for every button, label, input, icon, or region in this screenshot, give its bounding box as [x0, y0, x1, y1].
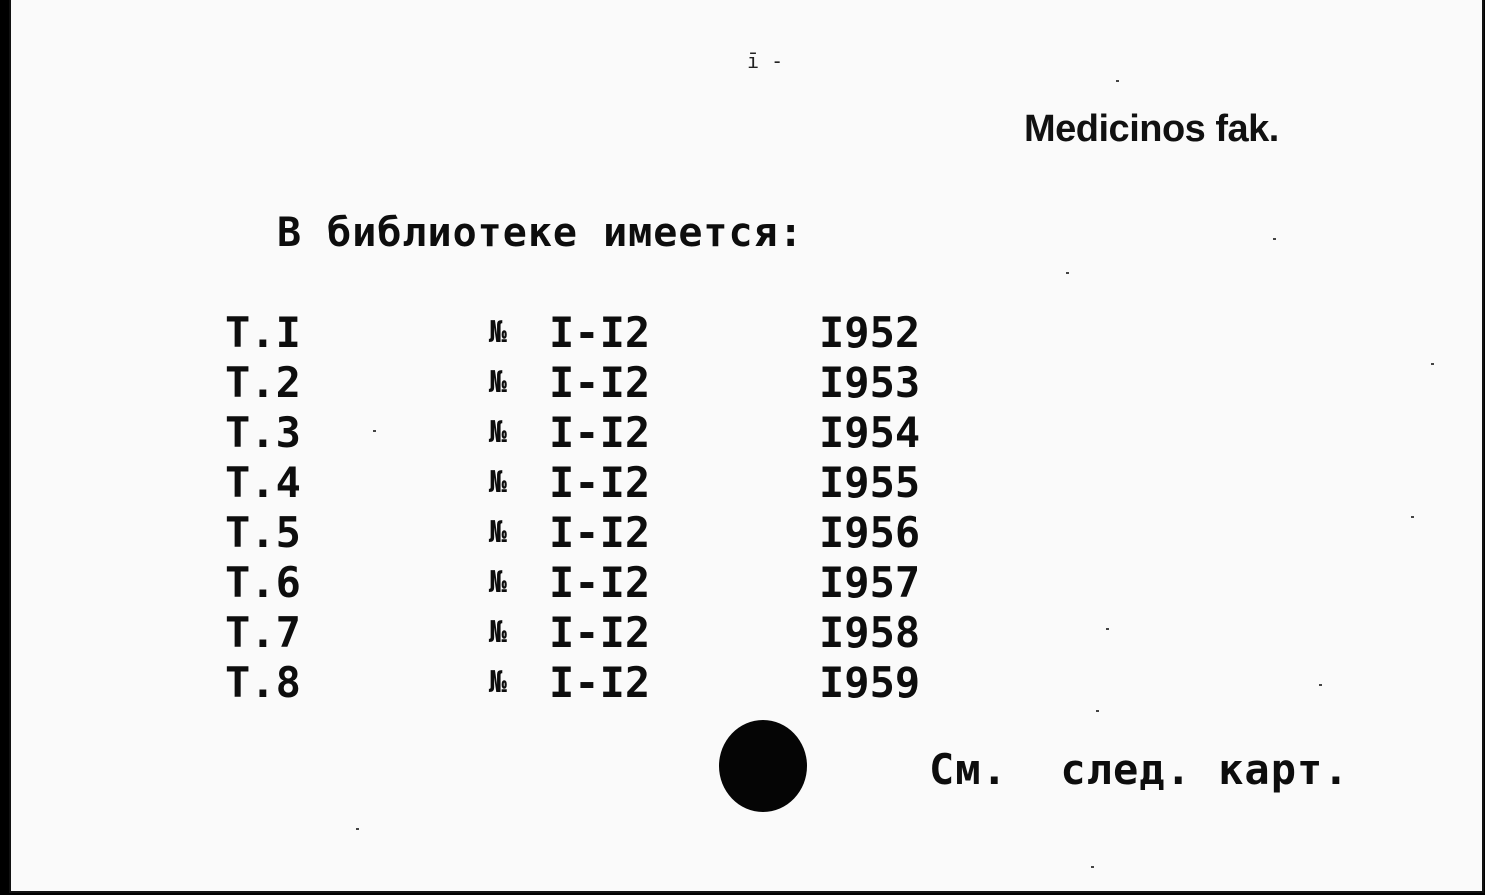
issues-range: I-I2	[549, 458, 651, 507]
volume-label: Т.5	[225, 508, 301, 557]
holding-row	[225, 408, 985, 458]
year-label: I955	[819, 458, 921, 507]
issues-range: I-I2	[549, 408, 651, 457]
number-sign: №	[489, 315, 508, 350]
holding-row	[225, 458, 985, 508]
holdings-list	[225, 308, 985, 708]
punch-hole	[719, 720, 807, 812]
scan-speck	[1431, 363, 1434, 365]
issues-range: I-I2	[549, 508, 651, 557]
year-label: I959	[819, 658, 921, 707]
volume-label: Т.I	[225, 308, 301, 357]
number-sign: №	[489, 365, 508, 400]
year-label: I956	[819, 508, 921, 557]
year-label: I957	[819, 558, 921, 607]
year-label: I954	[819, 408, 921, 457]
holding-row	[225, 558, 985, 608]
scan-speck	[1273, 238, 1276, 240]
issues-range: I-I2	[549, 558, 651, 607]
scan-speck	[1091, 866, 1094, 868]
issues-range: I-I2	[549, 658, 651, 707]
year-label: I953	[819, 358, 921, 407]
volume-label: Т.7	[225, 608, 301, 657]
year-label: I952	[819, 308, 921, 357]
issues-range: I-I2	[549, 358, 651, 407]
volume-label: Т.3	[225, 408, 301, 457]
scan-speck	[1411, 516, 1414, 518]
catalog-card	[9, 0, 1484, 893]
issues-range: I-I2	[549, 308, 651, 357]
scan-speck	[373, 430, 376, 432]
holding-row	[225, 508, 985, 558]
faculty-stamp: Medicinos fak.	[1024, 108, 1279, 150]
number-sign: №	[489, 515, 508, 550]
top-handwritten-mark: ī -	[747, 49, 784, 73]
scan-speck	[1116, 80, 1119, 82]
holding-row	[225, 608, 985, 658]
holding-row	[225, 358, 985, 408]
scan-speck	[1066, 272, 1069, 274]
holding-row	[225, 658, 985, 708]
number-sign: №	[489, 565, 508, 600]
scan-speck	[1106, 628, 1109, 630]
scan-speck	[356, 828, 359, 830]
scan-speck	[1096, 710, 1099, 712]
number-sign: №	[489, 665, 508, 700]
number-sign: №	[489, 415, 508, 450]
number-sign: №	[489, 615, 508, 650]
scan-speck	[1319, 684, 1322, 686]
holding-row	[225, 308, 985, 358]
volume-label: Т.4	[225, 458, 301, 507]
volume-label: Т.6	[225, 558, 301, 607]
see-next-card-note: См. след. карт.	[929, 745, 1350, 794]
volume-label: Т.8	[225, 658, 301, 707]
number-sign: №	[489, 465, 508, 500]
issues-range: I-I2	[549, 608, 651, 657]
card-heading: В библиотеке имеется:	[277, 210, 804, 256]
volume-label: Т.2	[225, 358, 301, 407]
year-label: I958	[819, 608, 921, 657]
